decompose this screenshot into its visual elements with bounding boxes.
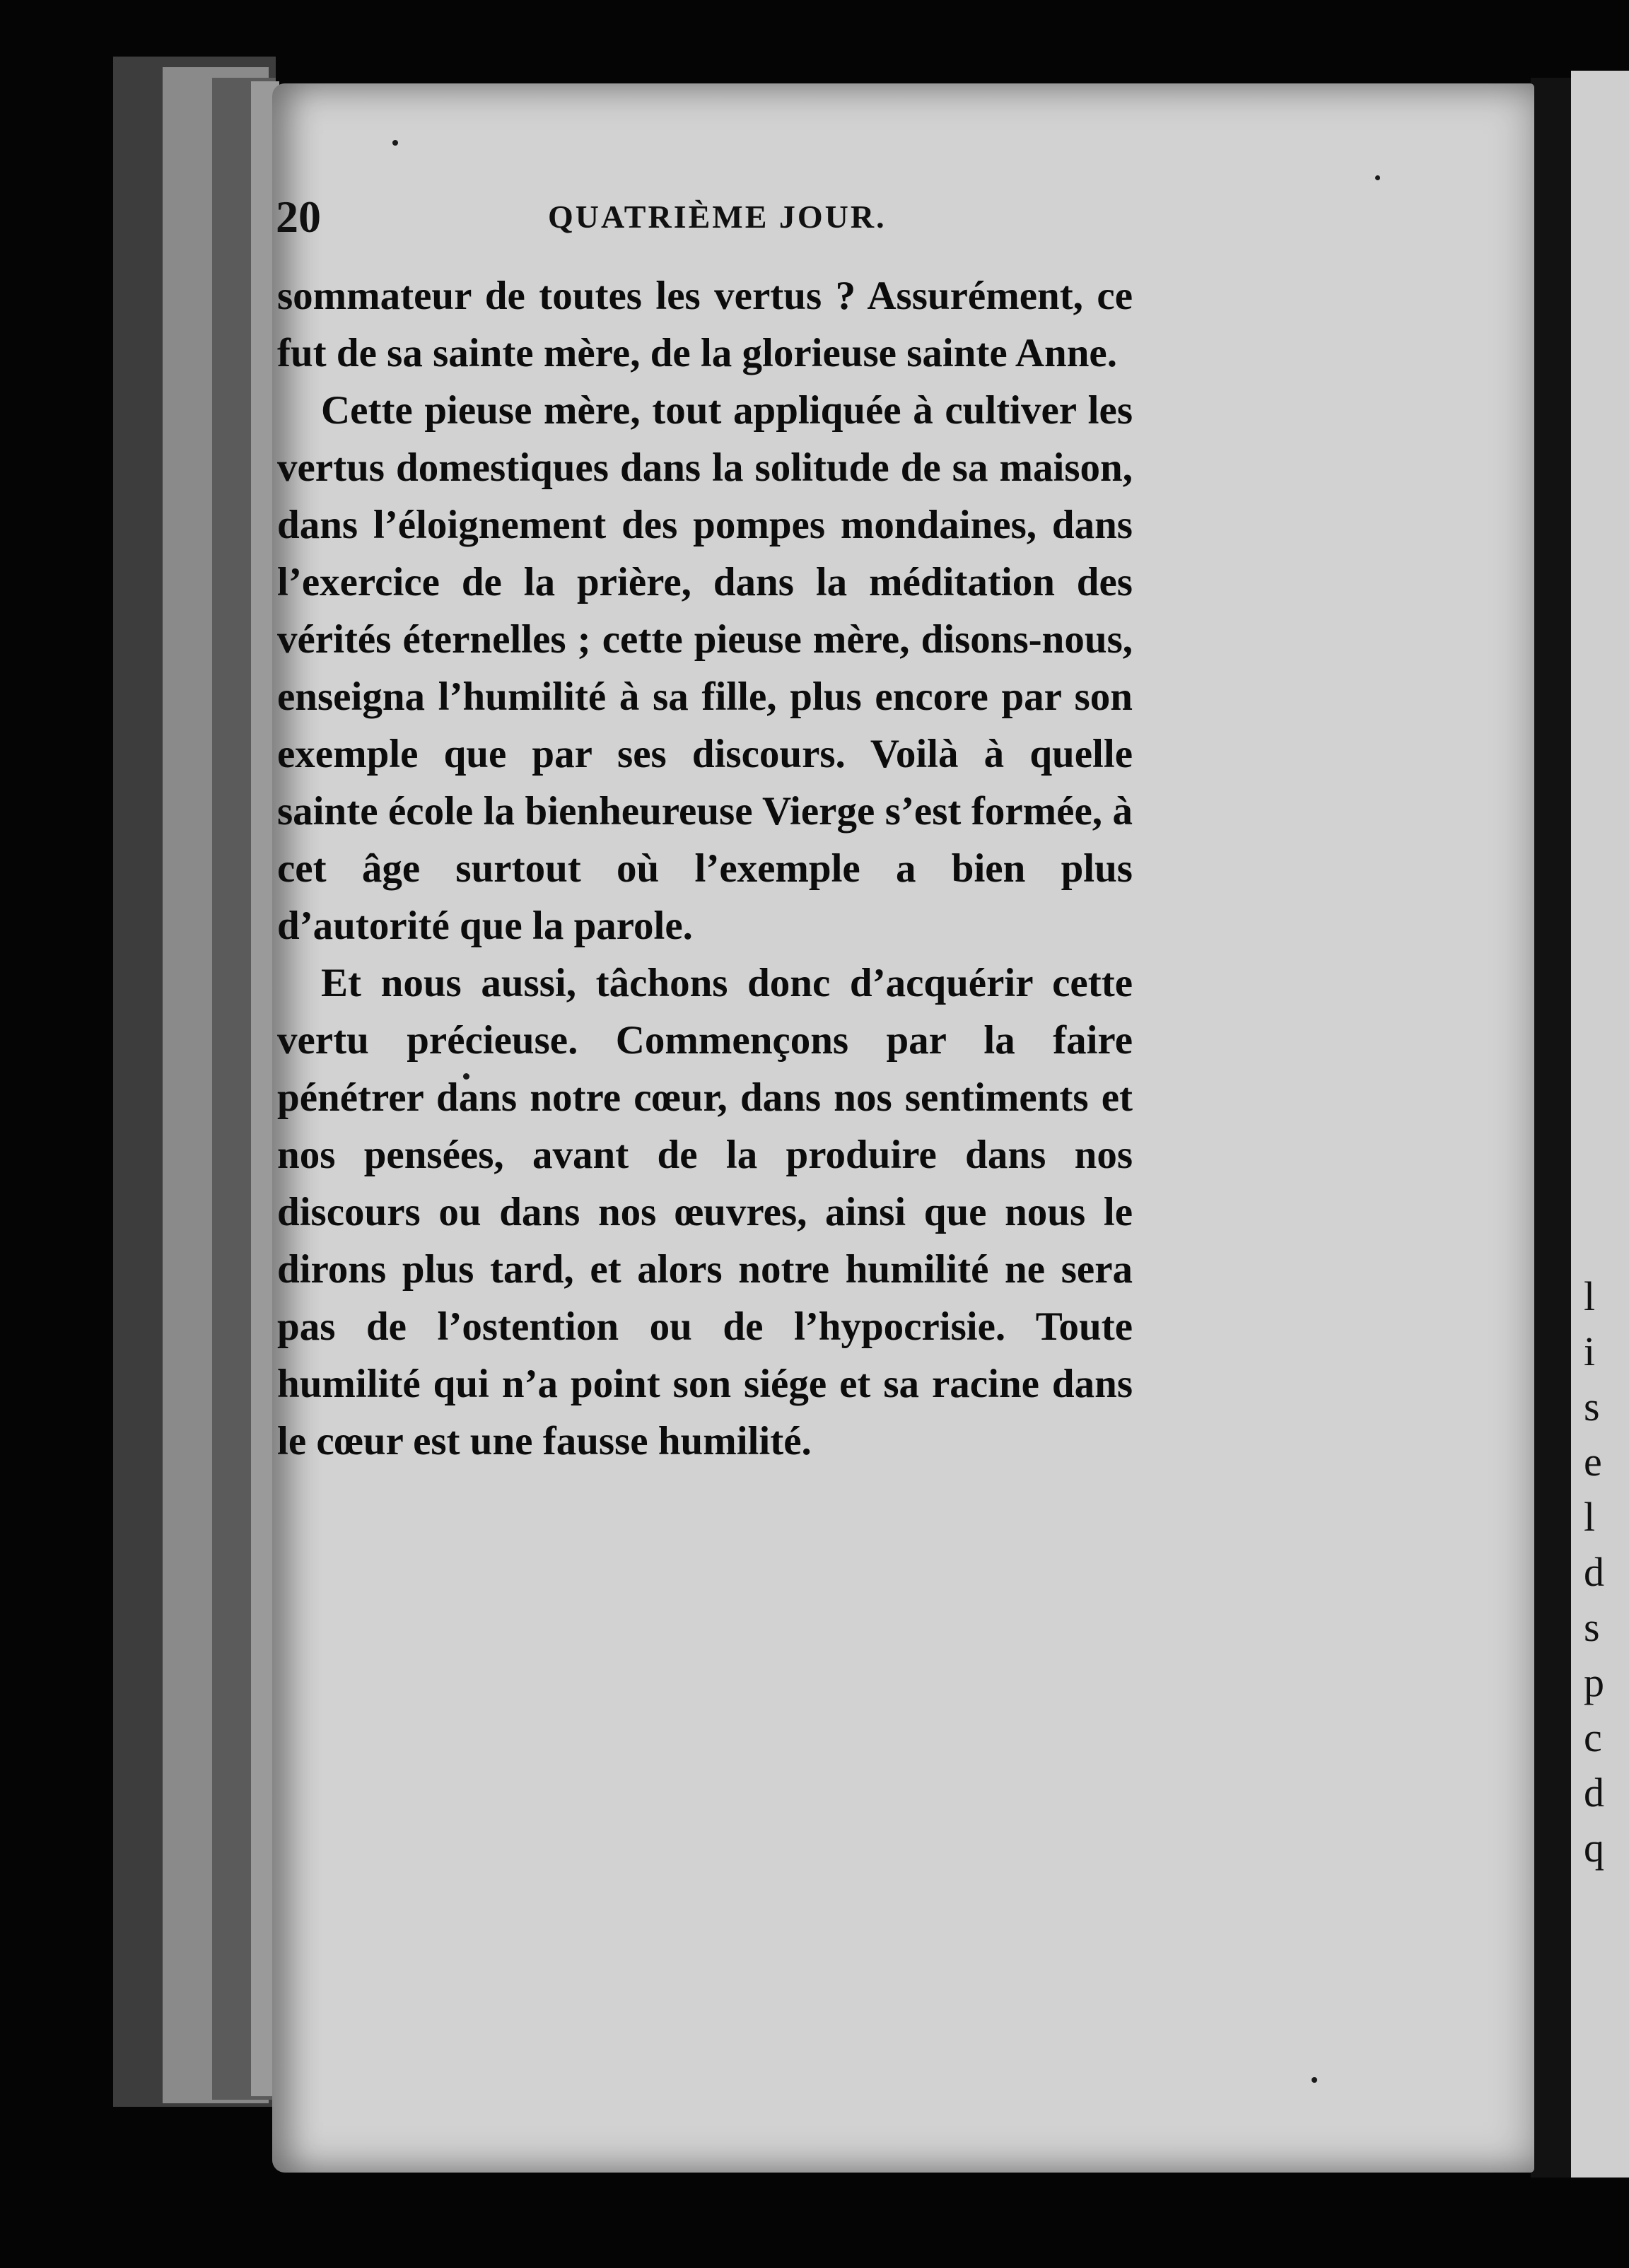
running-head xyxy=(276,191,1160,255)
facing-page-letter: q xyxy=(1584,1825,1604,1871)
facing-page-letter: s xyxy=(1584,1604,1600,1650)
facing-page-letter: s xyxy=(1584,1384,1600,1430)
facing-page-letter: l xyxy=(1584,1494,1596,1540)
body-text xyxy=(277,267,1133,1470)
paragraph: sommateur de toutes les vertus ? Assurément, ce fut de sa sainte mère, de la glorieuse sainte Anne. xyxy=(277,274,1133,375)
chapter-title: QUATRIÈME JOUR. xyxy=(548,199,887,235)
ink-speck xyxy=(1312,2077,1317,2083)
ink-speck xyxy=(1375,175,1380,180)
facing-page-letter: p xyxy=(1584,1659,1604,1705)
facing-page-letter: d xyxy=(1584,1770,1604,1816)
facing-page-letter: d xyxy=(1584,1549,1604,1595)
ink-speck xyxy=(392,140,398,146)
page-number: 20 xyxy=(276,192,321,242)
facing-page xyxy=(1571,71,1629,2178)
facing-page-letter: i xyxy=(1584,1328,1596,1374)
paragraph: Et nous aussi, tâchons donc d’acquérir cette vertu précieuse. Commençons par la faire pénétrer dans notre cœur, dans nos sentiments et nos pensées, avant de la produire dans nos discours ou dans nos œuvres, ainsi que nous le dirons plus tard, et alors notre humilité ne sera pas de l’ostention ou de l’hypocrisie. Toute humilité qui n’a point son siége et sa racine dans le cœur est une fausse humilité. xyxy=(277,961,1133,1463)
paragraph: Cette pieuse mère, tout appliquée à cultiver les vertus domestiques dans la solitude de sa maison, dans l’éloignement des pompes mondaines, dans l’exercice de la prière, dans la méditation des vérités éternelles ; cette pieuse mère, disons-nous, enseigna l’humilité à sa fille, plus encore par son exemple que par ses discours. Voilà à quelle sainte école la bienheureuse Vierge s’est formée, à cet âge surtout où l’exemple a bien plus d’autorité que la parole. xyxy=(277,388,1133,948)
facing-page-letter: l xyxy=(1584,1273,1596,1319)
facing-page-letter: c xyxy=(1584,1714,1602,1760)
facing-page-letter: e xyxy=(1584,1439,1602,1485)
gutter-shadow xyxy=(1531,78,1573,2178)
